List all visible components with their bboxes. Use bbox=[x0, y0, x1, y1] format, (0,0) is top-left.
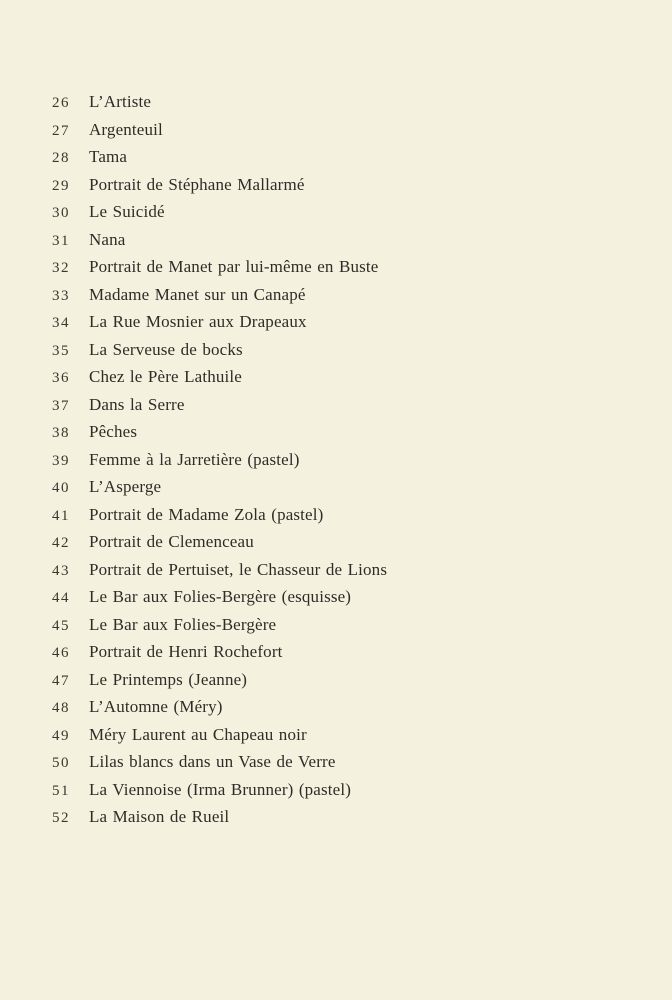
plate-number: 38 bbox=[52, 425, 70, 441]
plate-number: 46 bbox=[52, 645, 70, 661]
list-item bbox=[52, 171, 612, 199]
plate-number: 27 bbox=[52, 122, 70, 139]
plate-title: Dans la Serre bbox=[89, 394, 185, 414]
plate-number: 42 bbox=[52, 535, 70, 551]
plate-title: Le Bar aux Folies-Bergère (esquisse) bbox=[89, 587, 352, 606]
list-item bbox=[52, 391, 612, 419]
plate-number: 40 bbox=[52, 480, 70, 496]
plate-title: Le Suicidé bbox=[89, 202, 165, 221]
list-item bbox=[52, 198, 612, 226]
plate-number: 47 bbox=[52, 672, 70, 689]
plate-title: Portrait de Pertuiset, le Chasseur de Lions bbox=[89, 559, 388, 579]
list-item bbox=[52, 638, 612, 666]
plate-title: Méry Laurent au Chapeau noir bbox=[89, 724, 307, 744]
list-item bbox=[52, 501, 612, 529]
plate-title: Argenteuil bbox=[89, 119, 163, 139]
plate-title: Femme à la Jarretière (pastel) bbox=[89, 449, 300, 469]
plate-title: Portrait de Manet par lui-même en Buste bbox=[89, 257, 379, 276]
plate-title: L’Artiste bbox=[89, 92, 152, 111]
plate-number: 52 bbox=[52, 810, 70, 826]
plate-number: 45 bbox=[52, 617, 70, 634]
plate-number: 26 bbox=[52, 95, 70, 111]
plate-number: 43 bbox=[52, 562, 70, 579]
plate-number: 28 bbox=[52, 150, 70, 166]
plate-title: Portrait de Clemenceau bbox=[89, 532, 254, 551]
plate-number: 31 bbox=[52, 232, 70, 249]
plate-number: 44 bbox=[52, 590, 70, 606]
plate-title: La Rue Mosnier aux Drapeaux bbox=[89, 312, 307, 331]
list-item bbox=[52, 528, 612, 556]
plate-title: Le Bar aux Folies-Bergère bbox=[89, 614, 277, 634]
plate-title: La Maison de Rueil bbox=[89, 807, 230, 826]
plate-number: 29 bbox=[52, 177, 70, 194]
plate-title: Portrait de Madame Zola (pastel) bbox=[89, 504, 324, 524]
list-item bbox=[52, 116, 612, 144]
list-item bbox=[52, 721, 612, 749]
list-item bbox=[52, 253, 612, 281]
plate-number: 41 bbox=[52, 507, 70, 524]
plate-title: Lilas blancs dans un Vase de Verre bbox=[89, 752, 336, 771]
list-item bbox=[52, 473, 612, 501]
list-item bbox=[52, 143, 612, 171]
list-item bbox=[52, 418, 612, 446]
list-item bbox=[52, 226, 612, 254]
list-item bbox=[52, 803, 612, 831]
list-item bbox=[52, 666, 612, 694]
list-item bbox=[52, 88, 612, 116]
plate-title: La Serveuse de bocks bbox=[89, 339, 243, 359]
plate-number: 39 bbox=[52, 452, 70, 469]
plate-title: Portrait de Stéphane Mallarmé bbox=[89, 174, 305, 194]
plate-number: 51 bbox=[52, 782, 70, 799]
plate-number: 35 bbox=[52, 342, 70, 359]
plate-title: Chez le Père Lathuile bbox=[89, 367, 242, 386]
list-item bbox=[52, 748, 612, 776]
list-item bbox=[52, 446, 612, 474]
plate-number: 36 bbox=[52, 370, 70, 386]
plate-title: La Viennoise (Irma Brunner) (pastel) bbox=[89, 779, 352, 799]
plate-title: Pêches bbox=[89, 422, 138, 441]
list-item bbox=[52, 776, 612, 804]
plate-number: 49 bbox=[52, 727, 70, 744]
plate-title: Portrait de Henri Rochefort bbox=[89, 642, 283, 661]
plate-title: Madame Manet sur un Canapé bbox=[89, 284, 306, 304]
plate-number: 37 bbox=[52, 397, 70, 414]
list-item bbox=[52, 556, 612, 584]
plate-number: 48 bbox=[52, 700, 70, 716]
list-item bbox=[52, 693, 612, 721]
plate-number: 34 bbox=[52, 315, 70, 331]
list-item bbox=[52, 611, 612, 639]
plate-number: 50 bbox=[52, 755, 70, 771]
list-item bbox=[52, 308, 612, 336]
list-item bbox=[52, 363, 612, 391]
plate-title: L’Asperge bbox=[89, 477, 162, 496]
plate-number: 33 bbox=[52, 287, 70, 304]
list-item bbox=[52, 583, 612, 611]
list-item bbox=[52, 281, 612, 309]
list-of-plates bbox=[52, 88, 612, 831]
plate-title: Tama bbox=[89, 147, 128, 166]
plate-number: 30 bbox=[52, 205, 70, 221]
plate-number: 32 bbox=[52, 260, 70, 276]
list-item bbox=[52, 336, 612, 364]
plate-title: L’Automne (Méry) bbox=[89, 697, 223, 716]
plate-title: Le Printemps (Jeanne) bbox=[89, 669, 248, 689]
plate-title: Nana bbox=[89, 229, 126, 249]
